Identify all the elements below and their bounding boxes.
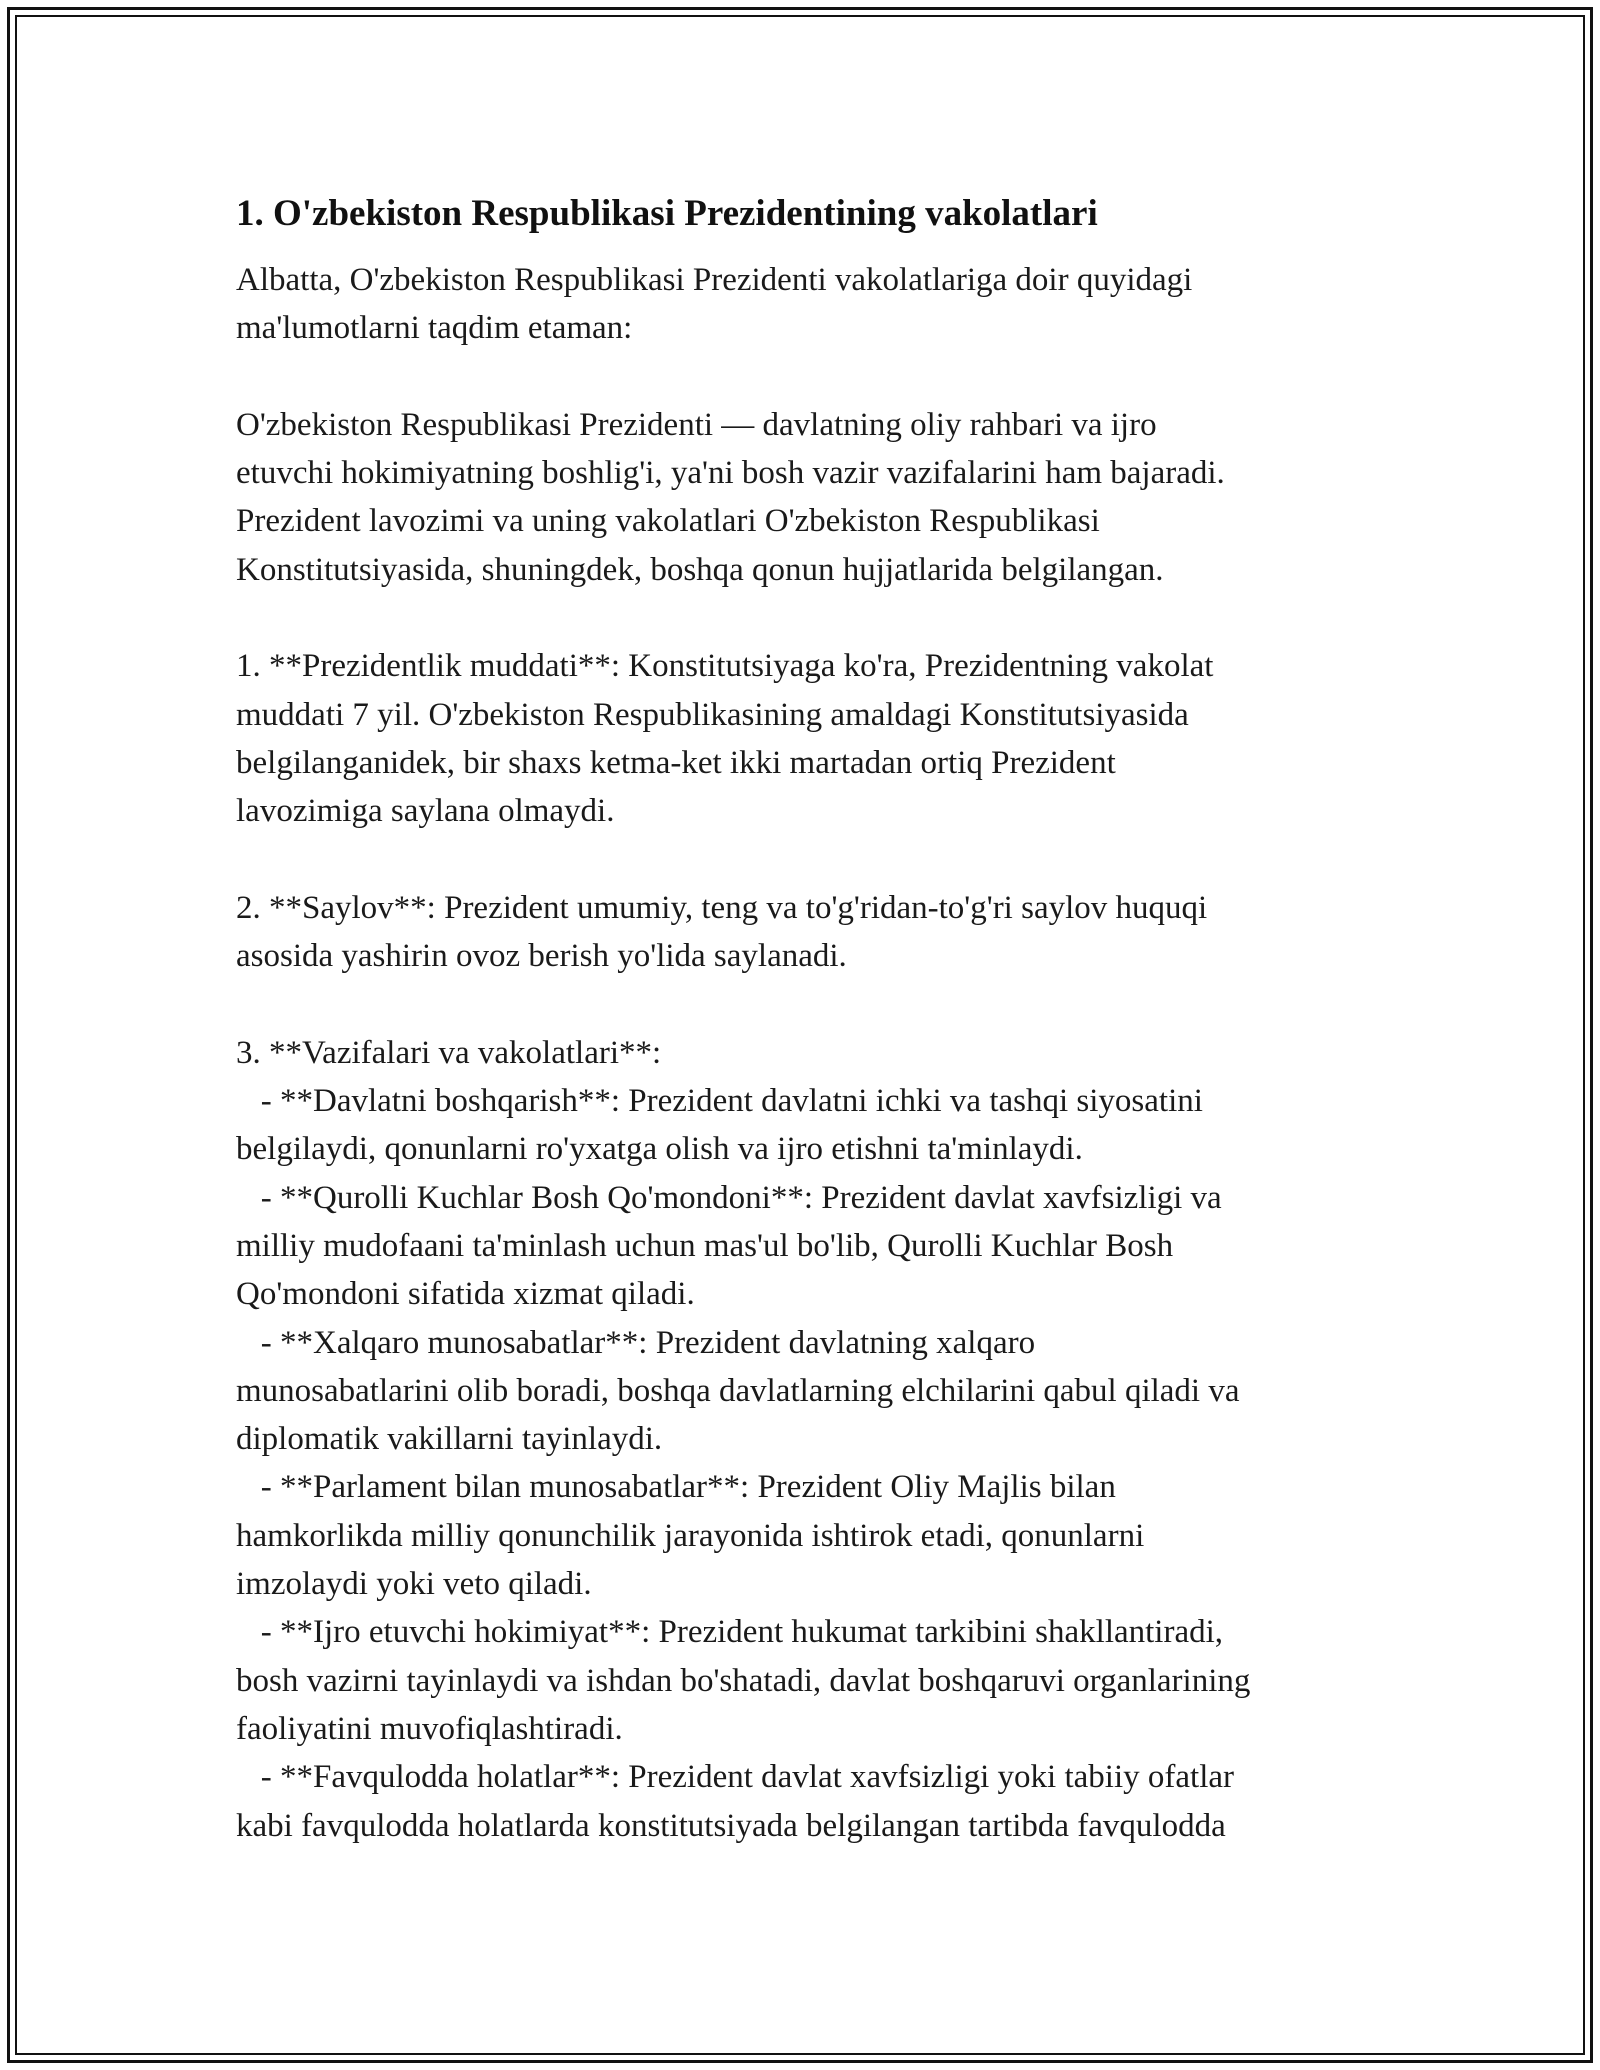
text-line: 3. **Vazifalari va vakolatlari**: xyxy=(236,1034,662,1071)
document-body xyxy=(236,256,1376,1850)
text-line: ma'lumotlarni taqdim etaman: xyxy=(236,310,633,347)
blank-line xyxy=(236,980,1376,1028)
text-line: - **Parlament bilan munosabatlar**: Prezident Oliy Majlis bilan xyxy=(236,1469,1116,1506)
text-line: Qo'mondoni sifatida xizmat qiladi. xyxy=(236,1276,695,1313)
text-line: - **Qurolli Kuchlar Bosh Qo'mondoni**: Prezident davlat xavfsizligi va xyxy=(236,1179,1222,1216)
text-line: belgilanganidek, bir shaxs ketma-ket ikki martadan ortiq Prezident xyxy=(236,744,1116,781)
text-line: milliy mudofaani ta'minlash uchun mas'ul bo'lib, Qurolli Kuchlar Bosh xyxy=(236,1227,1174,1264)
blank-line xyxy=(236,594,1376,642)
text-line: Prezident lavozimi va uning vakolatlari O'zbekiston Respublikasi xyxy=(236,503,1100,540)
text-line: munosabatlarini olib boradi, boshqa davlatlarning elchilarini qabul qiladi va xyxy=(236,1372,1240,1409)
text-line: faoliyatini muvofiqlashtiradi. xyxy=(236,1710,623,1747)
text-line: - **Favqulodda holatlar**: Prezident davlat xavfsizligi yoki tabiiy ofatlar xyxy=(236,1759,1234,1796)
text-line: etuvchi hokimiyatning boshlig'i, ya'ni bosh vazir vazifalarini ham bajaradi. xyxy=(236,455,1225,492)
text-line: - **Xalqaro munosabatlar**: Prezident davlatning xalqaro xyxy=(236,1324,1036,1361)
text-line: O'zbekiston Respublikasi Prezidenti — davlatning oliy rahbari va ijro xyxy=(236,406,1157,443)
text-line: - **Ijro etuvchi hokimiyat**: Prezident hukumat tarkibini shakllantiradi, xyxy=(236,1614,1224,1651)
text-line: muddati 7 yil. O'zbekiston Respublikasining amaldagi Konstitutsiyasida xyxy=(236,696,1189,733)
blank-line xyxy=(236,836,1376,884)
text-line: Albatta, O'zbekiston Respublikasi Prezidenti vakolatlariga doir quyidagi xyxy=(236,262,1193,298)
text-line: Konstitutsiyasida, shuningdek, boshqa qonun hujjatlarida belgilangan. xyxy=(236,551,1164,588)
text-line: hamkorlikda milliy qonunchilik jarayonida ishtirok etadi, qonunlarni xyxy=(236,1517,1145,1554)
text-line: imzolaydi yoki veto qiladi. xyxy=(236,1566,592,1603)
text-line: 2. **Saylov**: Prezident umumiy, teng va to'g'ridan-to'g'ri saylov huquqi xyxy=(236,889,1208,926)
text-line: diplomatik vakillarni tayinlaydi. xyxy=(236,1421,663,1458)
text-line: asosida yashirin ovoz berish yo'lida saylanadi. xyxy=(236,938,847,975)
text-line: - **Davlatni boshqarish**: Prezident davlatni ichki va tashqi siyosatini xyxy=(236,1083,1203,1120)
blank-line xyxy=(236,353,1376,401)
document-heading: 1. O'zbekiston Respublikasi Prezidentining vakolatlari xyxy=(236,193,1098,234)
text-line: bosh vazirni tayinlaydi va ishdan bo'shatadi, davlat boshqaruvi organlarining xyxy=(236,1662,1251,1699)
document-content xyxy=(236,188,1376,1850)
text-line: 1. **Prezidentlik muddati**: Konstitutsiyaga ko'ra, Prezidentning vakolat xyxy=(236,648,1214,685)
text-line: kabi favqulodda holatlarda konstitutsiyada belgilangan tartibda favqulodda xyxy=(236,1807,1226,1844)
text-line: lavozimiga saylana olmaydi. xyxy=(236,793,615,830)
text-line: belgilaydi, qonunlarni ro'yxatga olish va ijro etishni ta'minlaydi. xyxy=(236,1131,1083,1168)
